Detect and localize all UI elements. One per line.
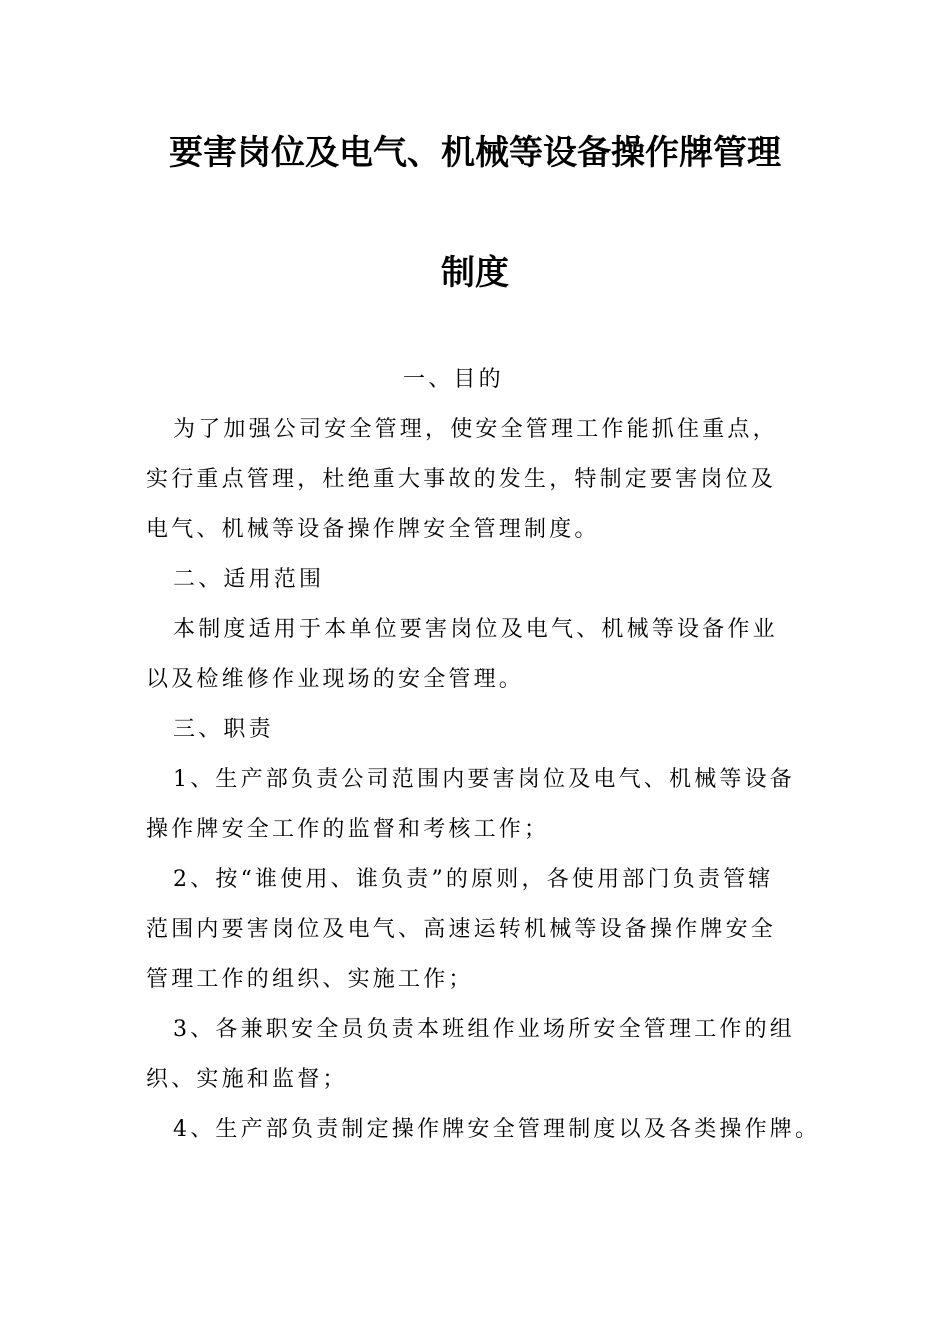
document-body [146, 355, 826, 1155]
paragraph-line: 电气、机械等设备操作牌安全管理制度。 [146, 517, 600, 542]
section-heading-purpose: 一、目的 [403, 367, 504, 392]
list-item-line: 1、生产部负责公司范围内要害岗位及电气、机械等设备 [173, 767, 795, 792]
section-heading-duties: 三、职责 [173, 717, 274, 742]
document-title-line-1: 要害岗位及电气、机械等设备操作牌管理 [169, 133, 781, 173]
list-item-line: 3、各兼职安全员负责本班组作业场所安全管理工作的组 [173, 1017, 795, 1042]
document-title-line-2: 制度 [441, 253, 509, 293]
paragraph-line: 实行重点管理，杜绝重大事故的发生，特制定要害岗位及 [146, 467, 777, 492]
paragraph-line: 为了加强公司安全管理，使安全管理工作能抓住重点， [173, 417, 778, 442]
list-item-line: 4、生产部负责制定操作牌安全管理制度以及各类操作牌。 [173, 1117, 821, 1142]
list-item-line: 管理工作的组织、实施工作； [146, 967, 474, 992]
paragraph-line: 本制度适用于本单位要害岗位及电气、机械等设备作业 [173, 617, 778, 642]
paragraph-line: 以及检维修作业现场的安全管理。 [146, 667, 525, 692]
section-heading-scope: 二、适用范围 [173, 567, 325, 592]
list-item-line: 2、按“谁使用、谁负责”的原则，各使用部门负责管辖 [173, 867, 774, 892]
list-item-line: 操作牌安全工作的监督和考核工作； [146, 817, 550, 842]
list-item-line: 织、实施和监督； [146, 1067, 348, 1092]
list-item-line: 范围内要害岗位及电气、高速运转机械等设备操作牌安全 [146, 917, 777, 942]
